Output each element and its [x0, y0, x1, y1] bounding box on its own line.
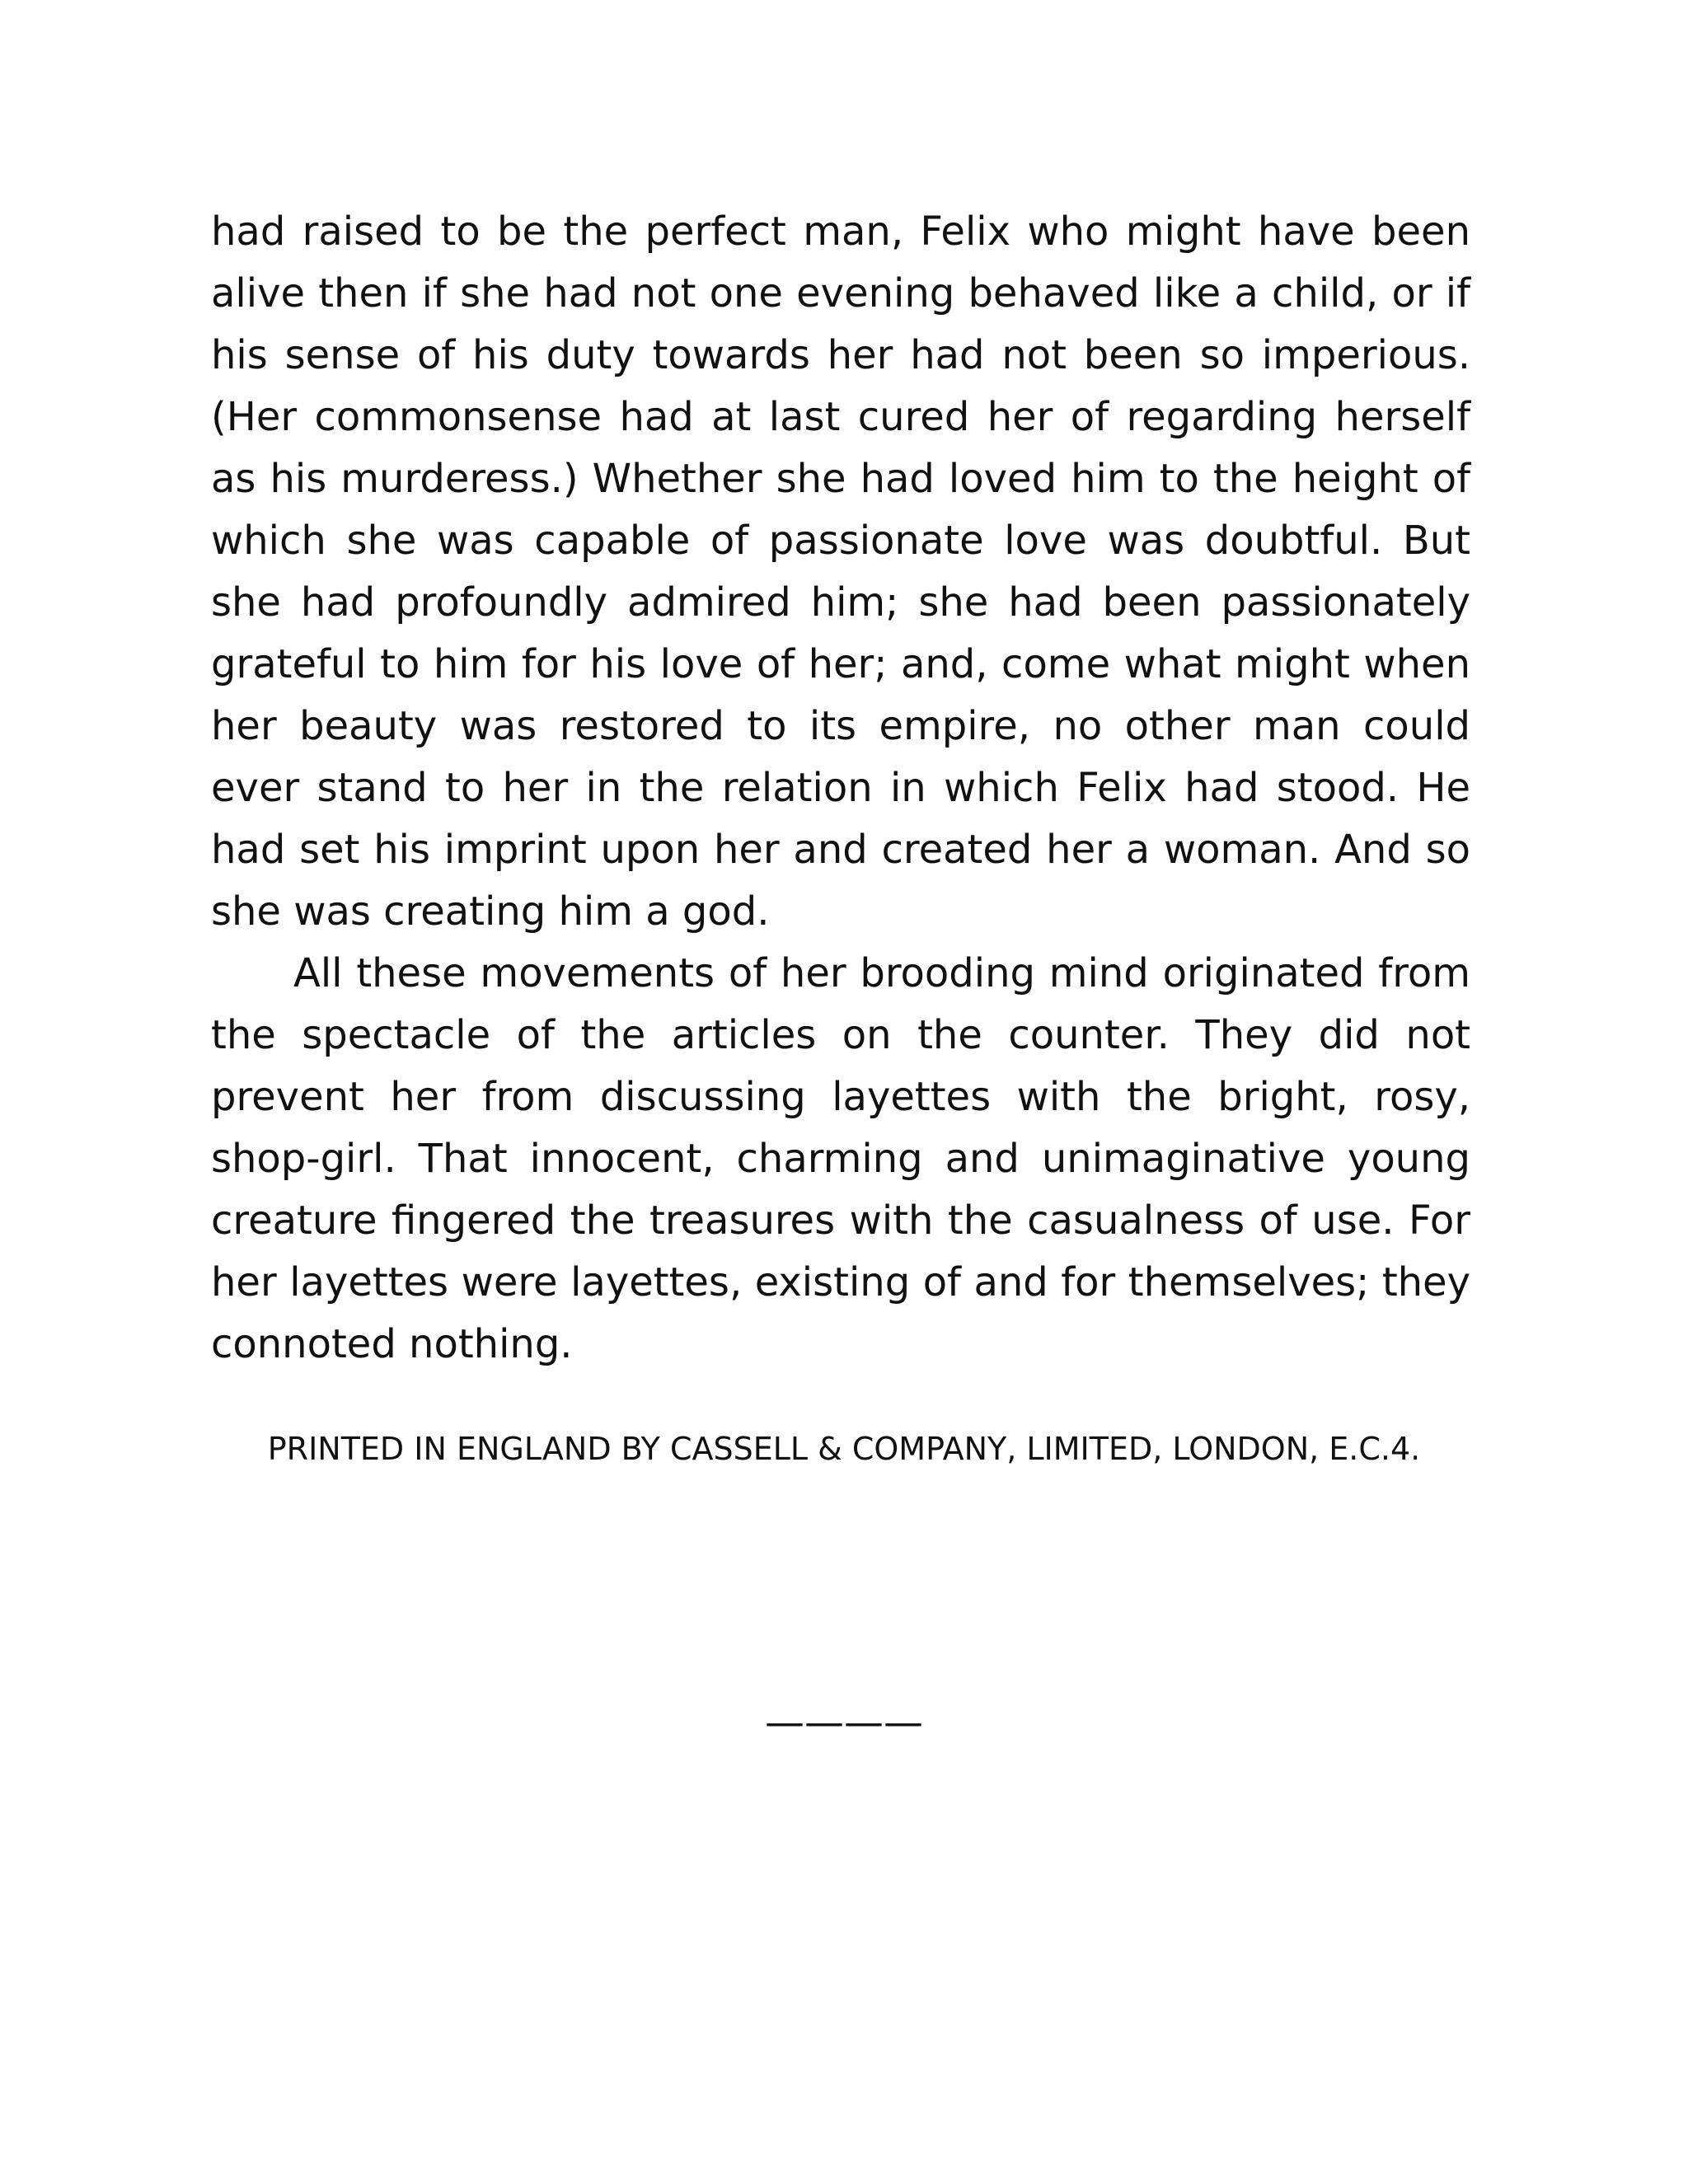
- printer-imprint: PRINTED IN ENGLAND BY CASSELL & COMPANY, LIMITED, LONDON, E.C.4.: [267, 1431, 1421, 1467]
- paragraph-layettes: All these movements of her brooding mind originated from the spectacle of the articles on the counter. They did not prevent her from discussing layettes with the bright, rosy, shop-girl. That innocent, charming and unimaginative young creature fingered the treasures with the casualness of use. For her layettes were layettes, existing of and for themselves; they connoted nothing.: [211, 950, 1470, 1367]
- paragraph-continuation: had raised to be the perfect man, Felix who might have been alive then if she had not one evening behaved like a child, or if his sense of his duty towards her had not been so imperious. (Her commonsense had at last cured her of regarding herself as his murderess.) Whether she had loved him to the height of which she was capable of passionate love was doubtful. But she had profoundly admired him; she had been passionately grateful to him for his love of her; and, come what might when her beauty was restored to its empire, no other man could ever stand to her in the relation in which Felix had stood. He had set his imprint upon her and created her a woman. And so she was creating him a god.: [211, 209, 1470, 935]
- end-mark-rule: ————: [765, 1699, 923, 1746]
- body-text: [211, 201, 1470, 1376]
